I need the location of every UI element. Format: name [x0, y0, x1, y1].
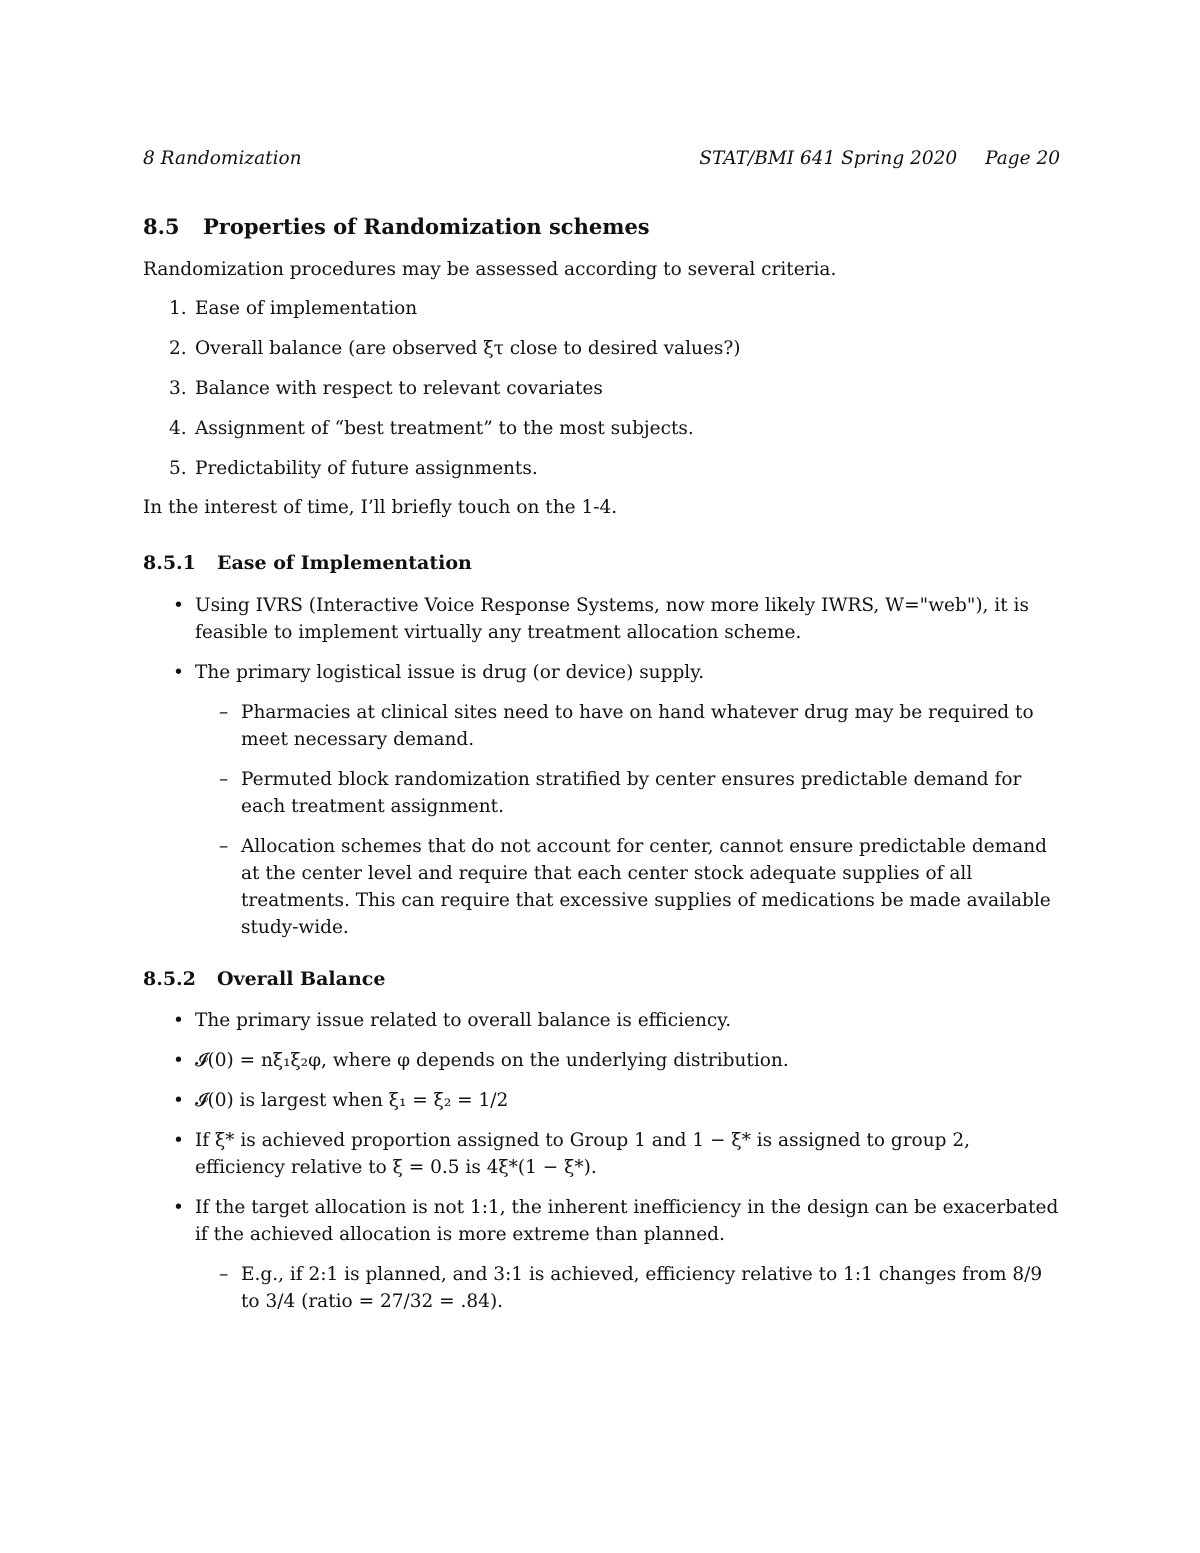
subsection-number: 8.5.2: [143, 968, 196, 990]
section-intro: Randomization procedures may be assessed according to several criteria.: [143, 259, 837, 280]
list-item: [195, 833, 1060, 941]
chapter-title: 8 Randomization: [143, 148, 302, 169]
subsection-title: Overall Balance: [217, 968, 386, 990]
item-text: 𝓘(0) = nξ₁ξ₂φ, where φ depends on the underlying distribution.: [195, 1050, 789, 1071]
sub-bullet-list: [195, 699, 1060, 941]
course-and-page: [699, 145, 1060, 172]
criteria-list-block: [143, 295, 1060, 495]
subsection-number: 8.5.1: [143, 552, 196, 574]
section-outro-block: [143, 494, 1060, 521]
item-text: The primary logistical issue is drug (or device) supply.: [195, 662, 705, 683]
bullet-list: [143, 592, 1060, 941]
item-text: Predictability of future assignments.: [195, 458, 538, 479]
sub-bullet-list: [195, 1261, 1060, 1315]
list-item: [143, 1087, 1060, 1114]
list-item: [143, 335, 1060, 362]
section-title: Properties of Randomization schemes: [203, 214, 650, 239]
item-text: Assignment of “best treatment” to the most subjects.: [195, 418, 694, 439]
section-intro-block: [143, 256, 1060, 283]
subsection-title: Ease of Implementation: [217, 552, 472, 574]
list-item: [143, 1127, 1060, 1181]
list-item: [195, 766, 1060, 820]
item-number: 1.: [169, 298, 187, 319]
list-item: [143, 1047, 1060, 1074]
item-text: Using IVRS (Interactive Voice Response Systems, now more likely IWRS, W="web"), it is feasible to implement virtually any treatment allocation scheme.: [195, 595, 1029, 643]
item-number: 4.: [169, 418, 187, 439]
section-heading: [143, 213, 650, 240]
subsection-2: [143, 966, 1060, 993]
bullet-marker: •: [173, 662, 184, 683]
item-text: E.g., if 2:1 is planned, and 3:1 is achieved, efficiency relative to 1:1 changes from 8/9 to 3/4 (ratio = 27/32 = .84).: [241, 1264, 1043, 1312]
subsection-1-body: [143, 592, 1060, 954]
list-item: [143, 1007, 1060, 1034]
dash-marker: –: [219, 836, 229, 857]
item-number: 3.: [169, 378, 187, 399]
bullet-marker: •: [173, 1010, 184, 1031]
list-item: [195, 699, 1060, 753]
list-item: [143, 1194, 1060, 1315]
list-item: [143, 375, 1060, 402]
bullet-marker: •: [173, 1050, 184, 1071]
criteria-list: [143, 295, 1060, 482]
item-text: Pharmacies at clinical sites need to have on hand whatever drug may be required to meet necessary demand.: [241, 702, 1034, 750]
dash-marker: –: [219, 1264, 229, 1285]
item-text: If the target allocation is not 1:1, the inherent inefficiency in the design can be exacerbated if the achieved allocation is more extreme than planned.: [195, 1197, 1059, 1245]
section-number: 8.5: [143, 214, 180, 239]
item-text: Balance with respect to relevant covariates: [195, 378, 603, 399]
subsection-2-body: [143, 1007, 1060, 1328]
item-number: 5.: [169, 458, 187, 479]
list-item: [143, 455, 1060, 482]
list-item: [143, 295, 1060, 322]
item-text: 𝓘(0) is largest when ξ₁ = ξ₂ = 1/2: [195, 1090, 509, 1111]
item-text: The primary issue related to overall balance is efficiency.: [195, 1010, 732, 1031]
subsection-heading: [143, 550, 1060, 577]
list-item: [195, 1261, 1060, 1315]
item-text: If ξ* is achieved proportion assigned to Group 1 and 1 − ξ* is assigned to group 2, efficiency relative to ξ = 0.5 is 4ξ*(1 − ξ*).: [195, 1130, 970, 1178]
bullet-marker: •: [173, 595, 184, 616]
bullet-marker: •: [173, 1090, 184, 1111]
item-text: Ease of implementation: [195, 298, 418, 319]
list-item: [143, 659, 1060, 941]
subsection-heading: [143, 966, 1060, 993]
bullet-marker: •: [173, 1130, 184, 1151]
dash-marker: –: [219, 702, 229, 723]
item-text: Permuted block randomization stratified by center ensures predictable demand for each treatment assignment.: [241, 769, 1022, 817]
dash-marker: –: [219, 769, 229, 790]
bullet-list: [143, 1007, 1060, 1315]
list-item: [143, 415, 1060, 442]
page-number: Page 20: [985, 148, 1060, 169]
bullet-marker: •: [173, 1197, 184, 1218]
subsection-1: [143, 550, 1060, 577]
item-text: Overall balance (are observed ξτ close to desired values?): [195, 338, 741, 359]
section-outro: In the interest of time, I’ll briefly touch on the 1-4.: [143, 497, 618, 518]
item-number: 2.: [169, 338, 187, 359]
item-text: Allocation schemes that do not account for center, cannot ensure predictable demand at the center level and require that each center stock adequate supplies of all treatments. This can require that excessive supplies of medications be made available study-wide.: [241, 836, 1051, 938]
list-item: [143, 592, 1060, 646]
course-label: STAT/BMI 641 Spring 2020: [699, 148, 958, 169]
